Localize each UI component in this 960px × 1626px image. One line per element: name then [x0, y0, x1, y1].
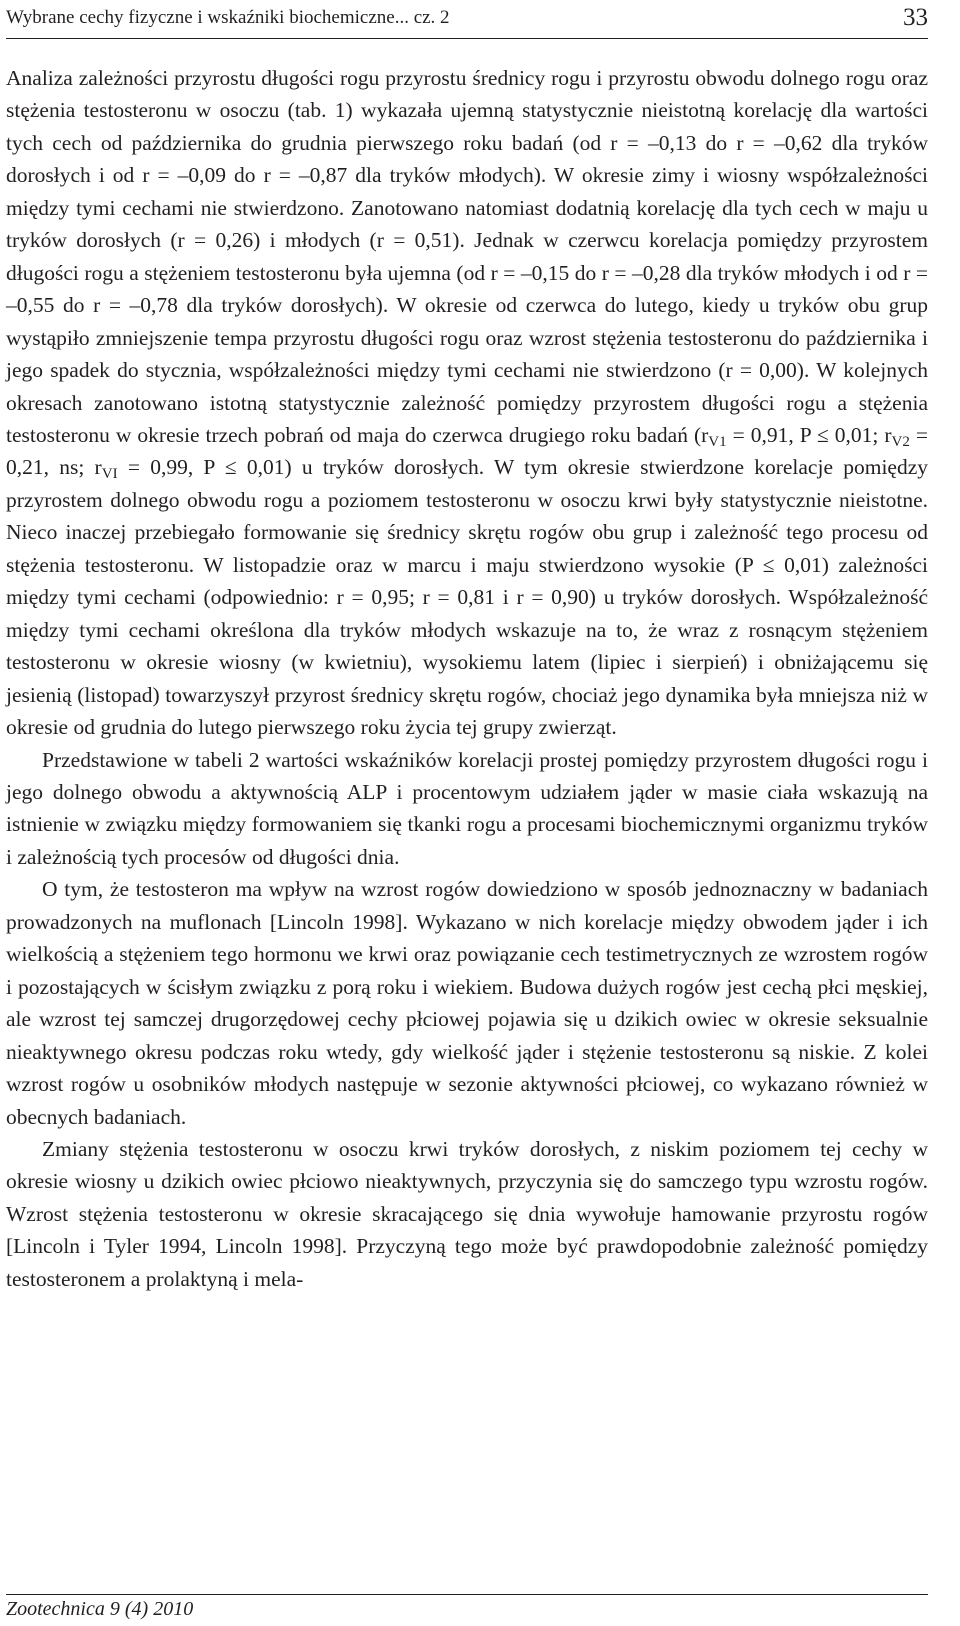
subscript-v1: V1: [708, 434, 727, 451]
paragraph-3: O tym, że testosteron ma wpływ na wzrost rogów dowiedziono w sposób jednoznaczny w badaniach prowadzonych na muflonach [Lincoln 1998]. Wykazano w nich korelacje między obwodem jąder i ich wielkością a stężeniem tego hormonu we krwi oraz powiązanie cech testimetrycznych ze wzrostem rogów i pozostających w ścisłym związku z porą roku i wiekiem. Budowa dużych rogów jest cechą płci męskiej, ale wzrost tej samczej drugorzędowej cechy płciowej pojawia się u dzikich owiec w okresie seksualnie nieaktywnego okresu podczas roku wtedy, gdy wielkość jąder i stężenie testosteronu są niskie. Z kolei wzrost rogów u osobników młodych następuje w sezonie aktywności płciowej, co wykazano również w obecnych badaniach.: [6, 877, 928, 1129]
header-rule: [6, 38, 928, 39]
journal-footer: Zootechnica 9 (4) 2010: [6, 1598, 194, 1620]
running-title: Wybrane cechy fizyczne i wskaźniki biochemiczne... cz. 2: [6, 7, 450, 28]
footer-rule: [6, 1594, 928, 1595]
running-header: [6, 0, 928, 36]
page-number: 33: [903, 4, 928, 31]
paragraph-1-text-d: = 0,99, P ≤ 0,01) u tryków dorosłych. W tym okresie stwierdzone korelacje pomiędzy przyrostem dolnego obwodu rogu a poziomem testosteronu w osoczu krwi były statystycznie nieistotne. Nieco inaczej przebiegało formowanie się średnicy skrętu rogów obu grup i zależność tego procesu od stężenia testosteronu. W listopadzie oraz w marcu i maju stwierdzono wysokie (P ≤ 0,01) zależności między tymi cechami (odpowiednio: r = 0,95; r = 0,81 i r = 0,90) u tryków dorosłych. Współzależność między tymi cechami określona dla tryków młodych wskazuje na to, że wraz z rosnącym stężeniem testosteronu w okresie wiosny (w kwietniu), wysokiemu latem (lipiec i sierpień) i obniżającemu się jesienią (listopad) towarzyszył przyrost średnicy skrętu rogów, chociaż jego dynamika była mniejsza niż w okresie od grudnia do lutego pierwszego roku życia tej grupy zwierząt.: [6, 455, 929, 740]
paragraph-2: Przedstawione w tabeli 2 wartości wskaźników korelacji prostej pomiędzy przyrostem długości rogu i jego dolnego obwodu a aktywnością ALP i procentowym udziałem jąder w masie ciała wskazują na istnienie w związku między formowaniem się tkanki rogu a procesami biochemicznymi organizmu tryków i zależnością tych procesów od długości dnia.: [6, 747, 928, 869]
paragraph-1-text-c: = 0,21, ns; r: [6, 422, 928, 480]
subscript-v2: V2: [891, 434, 910, 451]
paragraph-1-text-a: Analiza zależności przyrostu długości rogu przyrostu średnicy rogu i przyrostu obwodu dolnego rogu oraz stężenia testosteronu w osoczu (tab. 1) wykazała ujemną statystycznie nieistotną korelację dla wartości tych cech od października do grudnia pierwszego roku badań (od r = –0,13 do r = –0,62 dla tryków dorosłych i od r = –0,09 do r = –0,87 dla tryków młodych). W okresie zimy i wiosny współzależności między tymi cechami nie stwierdzono. Zanotowano natomiast dodatnią korelację dla tych cech w maju u tryków dorosłych (r = 0,26) i młodych (r = 0,51). Jednak w czerwcu korelacja pomiędzy przyrostem długości rogu a stężeniem testosteronu była ujemna (od r = –0,15 do r = –0,28 dla tryków młodych i od r = –0,55 do r = –0,78 dla tryków dorosłych). W okresie od czerwca do lutego, kiedy u tryków obu grup wystąpiło zmniejszenie tempa przyrostu długości rogu oraz wzrost stężenia testosteronu do października i jego spadek do stycznia, współzależności między tymi cechami nie stwierdzono (r = 0,00). W kolejnych okresach zanotowano istotną statystycznie zależność pomiędzy przyrostem długości rogu a stężenia testosteronu w okresie trzech pobrań od maja do czerwca drugiego roku badań (r: [6, 66, 928, 447]
article-body: [6, 62, 928, 1295]
paragraph-1: [6, 62, 928, 744]
paragraph-1-text-b: = 0,91, P ≤ 0,01; r: [726, 422, 892, 447]
subscript-vi: VI: [101, 466, 118, 483]
paragraph-4: Zmiany stężenia testosteronu w osoczu krwi tryków dorosłych, z niskim poziomem tej cechy w okresie wiosny u dzikich owiec płciowo nieaktywnych, przyczynia się do samczego typu wzrostu rogów. Wzrost stężenia testosteronu w okresie skracającego się dnia wywołuje hamowanie przyrostu rogów [Lincoln i Tyler 1994, Lincoln 1998]. Przyczyną tego może być prawdopodobnie zależność pomiędzy testosteronem a prolaktyną i mela-: [6, 1136, 928, 1291]
